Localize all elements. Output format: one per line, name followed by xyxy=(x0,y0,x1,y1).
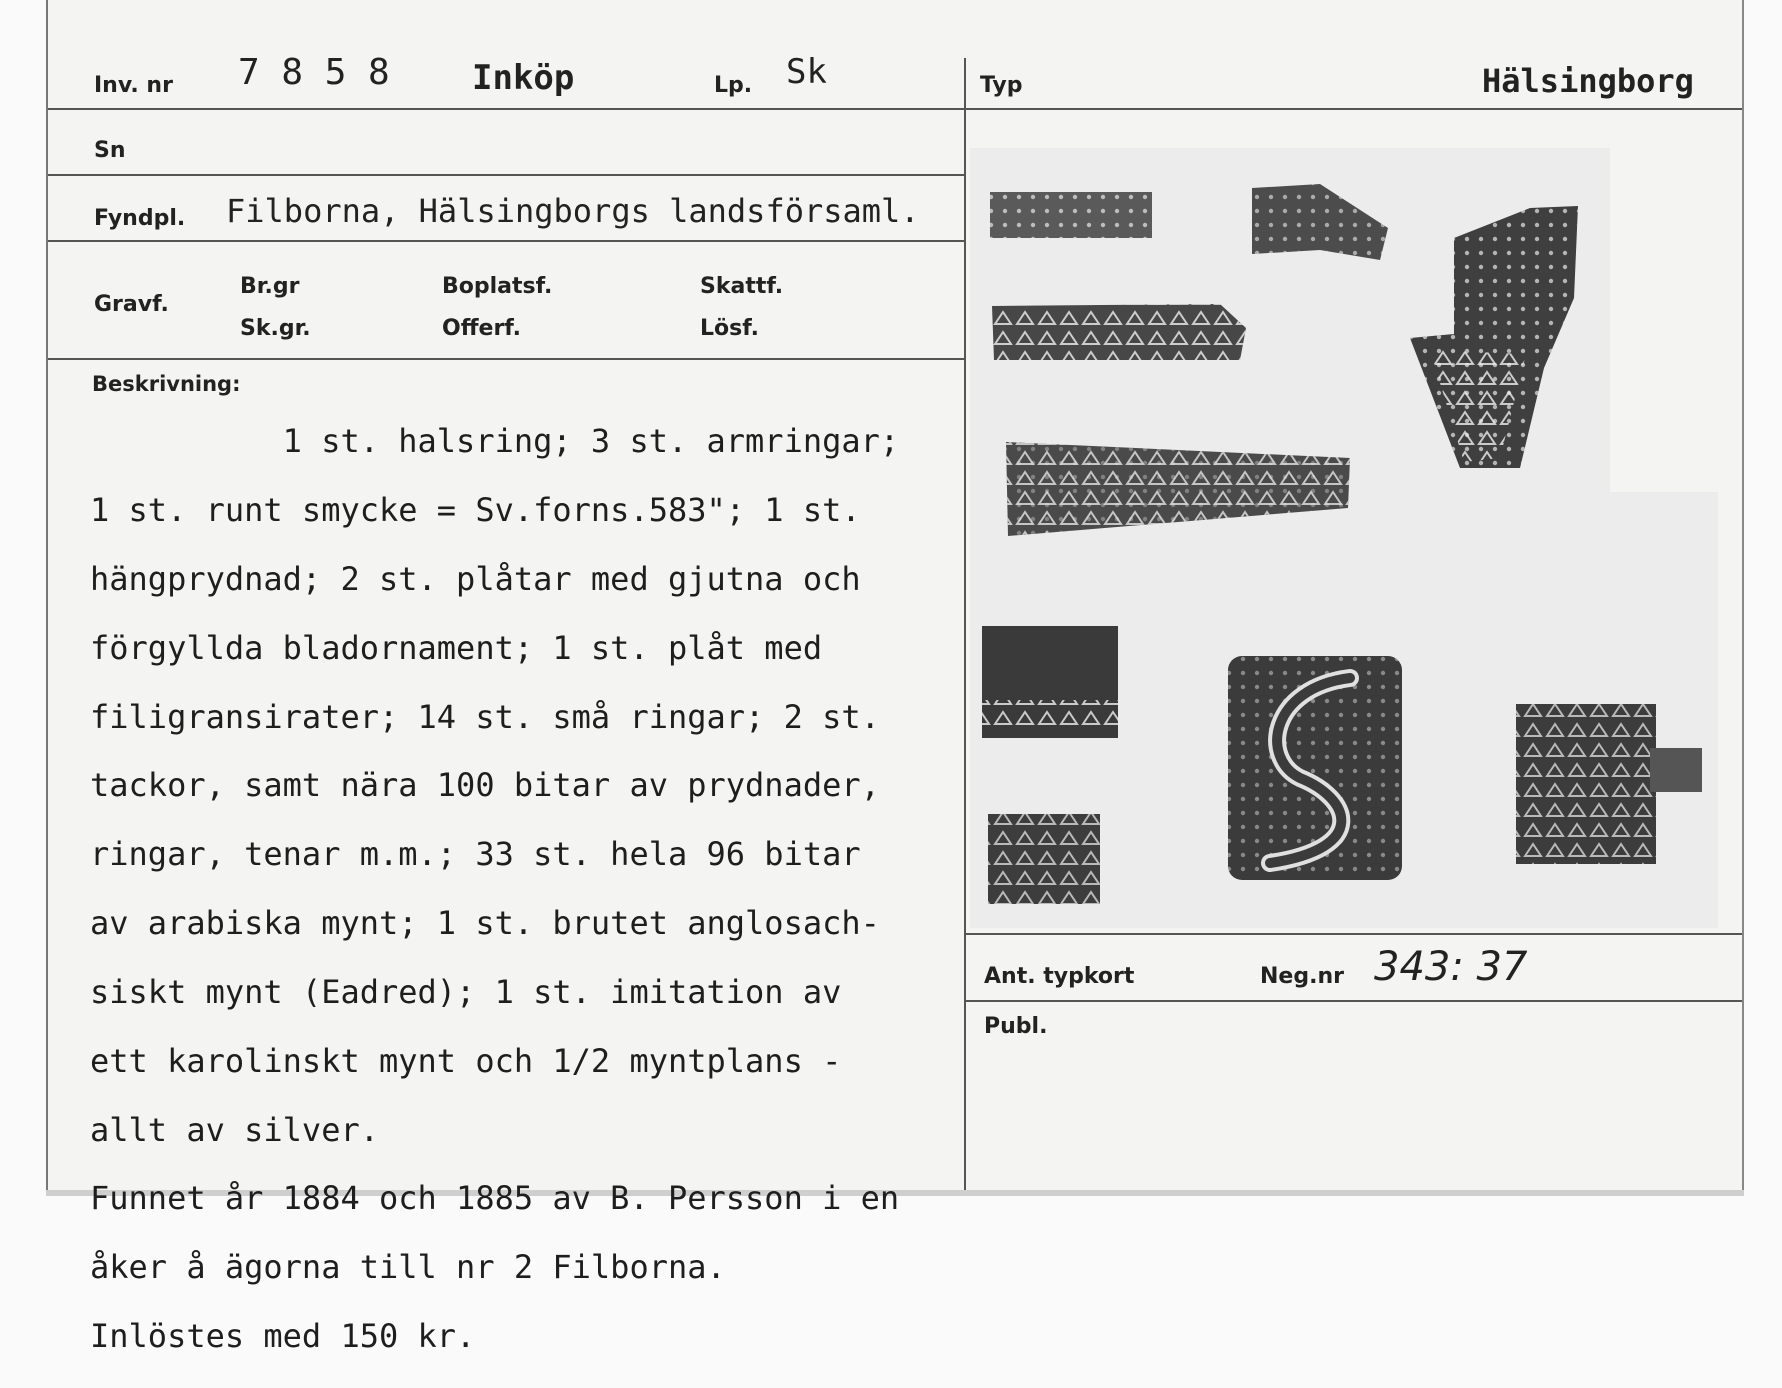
description-line: ringar, tenar m.m.; 33 st. hela 96 bitar xyxy=(90,835,861,874)
skattf-label: Skattf. xyxy=(700,274,784,299)
description-line: åker å ägorna till nr 2 Filborna. xyxy=(90,1248,726,1287)
neg-nr-value: 343: 37 xyxy=(1374,944,1528,990)
rule-line xyxy=(48,358,964,360)
publ-label: Publ. xyxy=(984,1014,1048,1039)
description-line: förgyllda bladornament; 1 st. plåt med xyxy=(90,628,823,667)
description-line: 1 st. halsring; 3 st. armringar; xyxy=(90,422,900,461)
sn-label: Sn xyxy=(94,138,126,163)
neg-nr-label: Neg.nr xyxy=(1260,964,1344,989)
description-line: hängprydnad; 2 st. plåtar med gjutna och xyxy=(90,560,861,599)
description-line: Funnet år 1884 och 1885 av B. Persson i en xyxy=(90,1179,900,1218)
rule-line xyxy=(48,174,964,176)
fyndpl-label: Fyndpl. xyxy=(94,206,186,231)
typ-label: Typ xyxy=(980,73,1023,98)
description-line: 1 st. runt smycke = Sv.forns.583"; 1 st. xyxy=(90,491,861,530)
photo-extension-drawing xyxy=(1500,700,1710,880)
rule-line xyxy=(964,933,1742,935)
rule-line xyxy=(48,108,964,110)
fyndpl-value: Filborna, Hälsingborgs landsförsaml. xyxy=(226,192,920,230)
typ-value: Hälsingborg xyxy=(1482,62,1694,100)
skgr-label: Sk.gr. xyxy=(240,316,311,341)
description-text xyxy=(90,390,970,1388)
description-line: tackor, samt nära 100 bitar av prydnader, xyxy=(90,766,880,805)
inv-nr-label: Inv. nr xyxy=(94,73,173,98)
beskrivning-label: Beskrivning: xyxy=(92,372,241,396)
description-line: ett karolinskt mynt och 1/2 myntplans - xyxy=(90,1041,842,1080)
ant-typkort-label: Ant. typkort xyxy=(984,964,1135,989)
rule-line xyxy=(964,1000,1742,1002)
description-line: allt av silver. xyxy=(90,1110,379,1149)
gravf-label: Gravf. xyxy=(94,292,169,317)
offerf-label: Offerf. xyxy=(442,316,522,341)
description-line: siskt mynt (Eadred); 1 st. imitation av xyxy=(90,972,842,1011)
brgr-label: Br.gr xyxy=(240,274,300,299)
rule-line xyxy=(48,240,964,242)
boplatsf-label: Boplatsf. xyxy=(442,274,553,299)
inv-nr-value: 7 8 5 8 xyxy=(238,52,390,93)
description-line: filigransirater; 14 st. små ringar; 2 st. xyxy=(90,697,880,736)
lp-value: Sk xyxy=(786,52,827,92)
lp-label: Lp. xyxy=(714,73,753,98)
losf-label: Lösf. xyxy=(700,316,759,341)
acquisition-value: Inköp xyxy=(472,58,575,98)
rule-line xyxy=(964,108,1742,110)
description-line: av arabiska mynt; 1 st. brutet anglosach- xyxy=(90,904,880,943)
description-line: Inlöstes med 150 kr. xyxy=(90,1316,476,1355)
